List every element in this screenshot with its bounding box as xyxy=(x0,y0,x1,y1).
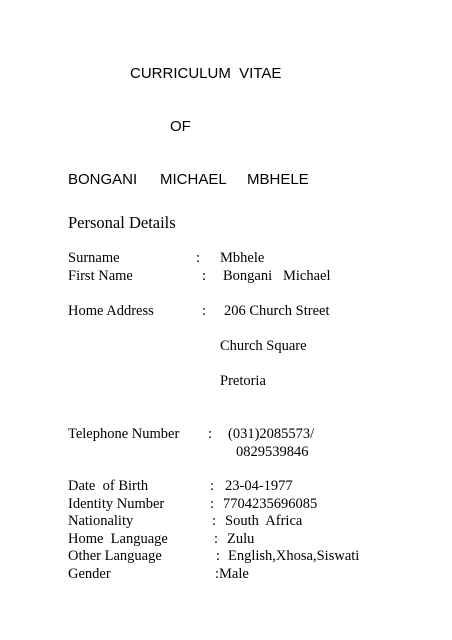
sep-identity-number: : xyxy=(210,496,215,512)
value-date-of-birth: 23-04-1977 xyxy=(225,478,293,494)
value-gender: :Male xyxy=(215,566,249,582)
label-gender: Gender xyxy=(68,566,111,582)
label-first-name: First Name xyxy=(68,268,133,284)
value-first-name: Bongani Michael xyxy=(223,268,331,284)
value-telephone-line2: 0829539846 xyxy=(236,444,309,460)
value-surname: Mbhele xyxy=(220,250,265,266)
sep-date-of-birth: : xyxy=(210,478,215,494)
value-telephone-line1: (031)2085573/ xyxy=(228,426,315,442)
sep-home-address: : xyxy=(202,303,207,319)
value-identity-number: 7704235696085 xyxy=(223,496,318,512)
label-home-language: Home Language xyxy=(68,531,168,547)
sep-telephone: : xyxy=(208,426,213,442)
value-address-line2: Church Square xyxy=(220,338,307,354)
cv-title: CURRICULUM VITAE xyxy=(130,65,282,82)
value-address-line3: Pretoria xyxy=(220,373,266,389)
section-title-personal-details: Personal Details xyxy=(68,213,176,232)
label-home-address: Home Address xyxy=(68,303,154,319)
label-surname: Surname xyxy=(68,250,120,266)
label-nationality: Nationality xyxy=(68,513,134,529)
sep-home-language: : xyxy=(214,531,219,547)
label-other-language: Other Language xyxy=(68,548,162,564)
name-last: MBHELE xyxy=(247,171,309,188)
value-home-language: Zulu xyxy=(227,531,255,547)
sep-surname: : xyxy=(196,250,201,266)
value-other-language: English,Xhosa,Siswati xyxy=(228,548,360,564)
label-date-of-birth: Date of Birth xyxy=(68,478,149,494)
sep-first-name: : xyxy=(202,268,207,284)
cv-title-of: OF xyxy=(170,118,191,135)
label-identity-number: Identity Number xyxy=(68,496,165,512)
value-nationality: South Africa xyxy=(225,513,303,529)
name-middle: MICHAEL xyxy=(160,171,227,188)
value-address-line1: 206 Church Street xyxy=(224,303,330,319)
name-first: BONGANI xyxy=(68,171,138,188)
label-telephone: Telephone Number xyxy=(68,426,180,442)
sep-other-language: : xyxy=(216,548,221,564)
sep-nationality: : xyxy=(212,513,217,529)
